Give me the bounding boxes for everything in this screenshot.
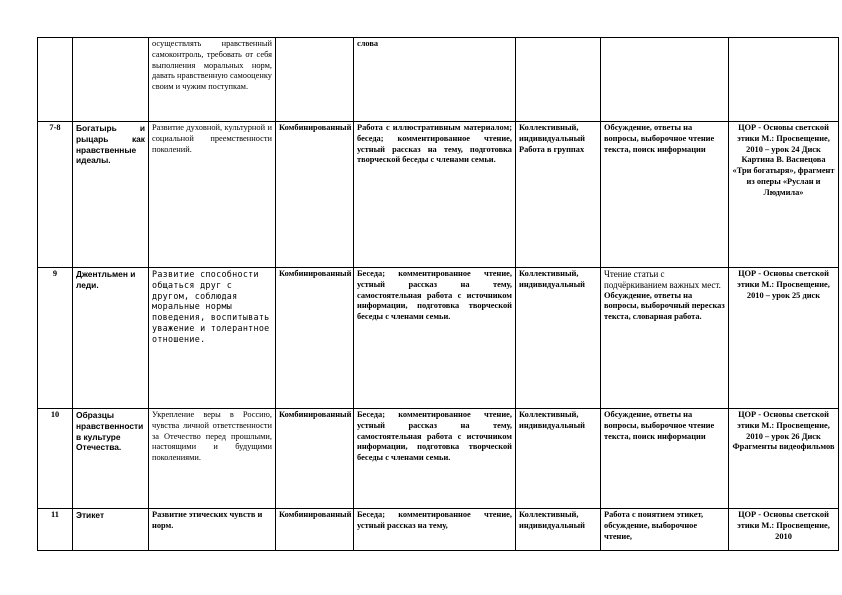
lesson-type: Комбинированный (276, 409, 354, 509)
lesson-forms (516, 38, 601, 122)
table-row (38, 509, 839, 551)
lesson-control-cell (601, 268, 729, 409)
lesson-number: 11 (38, 509, 73, 551)
control-main-text: Чтение статьи с подчёркиванием важных мест. (604, 269, 721, 290)
lesson-resources (729, 38, 839, 122)
lesson-control: Обсуждение, ответы на вопросы, выборочное чтение текста, поиск информации (601, 409, 729, 509)
lesson-number: 9 (38, 268, 73, 409)
lesson-control: Обсуждение, ответы на вопросы, выборочное чтение текста, поиск информации (601, 122, 729, 268)
lesson-activities: Беседа; комментированное чтение, устный рассказ на тему, самостоятельная работа с источником информации, подготовка творческой беседы с членами семьи. (354, 268, 516, 409)
table-row (38, 268, 839, 409)
lesson-activities: Работа с иллюстративным материалом; беседа; комментированное чтение, устный рассказ на тему, подготовка творческой беседы с членами семьи. (354, 122, 516, 268)
lesson-goals: Развитие способности общаться друг с другом, соблюдая моральные нормы поведения, воспитывать уважение и толерантное отношение. (149, 268, 276, 409)
lesson-theme: Джентльмен и леди. (73, 268, 149, 409)
lesson-resources: ЦОР - Основы светской этики М.: Просвещение, 2010 – урок 26 Диск Фрагменты видеофильмов (729, 409, 839, 509)
lesson-control (601, 38, 729, 122)
lesson-control: Обсуждение, ответы на вопросы, выборочный пересказ текста, словарная работа. (604, 290, 725, 322)
lesson-resources: ЦОР - Основы светской этики М.: Просвещение, 2010 – урок 25 диск (729, 268, 839, 409)
lesson-theme (73, 38, 149, 122)
lesson-activities: Беседа; комментированное чтение, устный рассказ на тему, самостоятельная работа с источником информации, подготовка творческой беседы с членами семьи. (354, 409, 516, 509)
lesson-goals: Укрепление веры в Россию, чувства личной ответственности за Отечество перед прошлыми, настоящими и будущими поколениями. (149, 409, 276, 509)
lesson-number (38, 38, 73, 122)
lesson-activities: Беседа; комментированное чтение, устный рассказ на тему, (354, 509, 516, 551)
lesson-type: Комбинированный (276, 268, 354, 409)
table-row (38, 409, 839, 509)
lesson-theme: Этикет (73, 509, 149, 551)
table-row (38, 122, 839, 268)
lesson-resources: ЦОР - Основы светской этики М.: Просвещение, 2010 (729, 509, 839, 551)
lesson-number: 10 (38, 409, 73, 509)
lesson-theme: Богатырь и рыцарь как нравственные идеалы. (73, 122, 149, 268)
lesson-number: 7-8 (38, 122, 73, 268)
lesson-goals: Развитие духовной, культурной и социальной преемственности поколений. (149, 122, 276, 268)
lesson-control: Работа с понятием этикет, обсуждение, выборочное чтение, (601, 509, 729, 551)
lesson-activities: слова (354, 38, 516, 122)
lesson-goals: осуществлять нравственный самоконтроль, требовать от себя выполнения моральных норм, давать нравственную самооценку своим и чужим поступкам. (149, 38, 276, 122)
lesson-type: Комбинированный (276, 509, 354, 551)
lesson-resources: ЦОР - Основы светской этики М.: Просвещение, 2010 – урок 24 Диск Картина В. Васнецова «Три богатыря», фрагмент из оперы «Руслан и Людмила» (729, 122, 839, 268)
lesson-type: Комбинированный (276, 122, 354, 268)
lesson-forms: Коллективный, индивидуальный (516, 409, 601, 509)
lesson-goals: Развитие этических чувств и норм. (149, 509, 276, 551)
lesson-type (276, 38, 354, 122)
lesson-theme: Образцы нравственности в культуре Отечества. (73, 409, 149, 509)
lesson-forms: Коллективный, индивидуальный Работа в группах (516, 122, 601, 268)
table-row (38, 38, 839, 122)
lesson-forms: Коллективный, индивидуальный (516, 268, 601, 409)
lesson-plan-table (37, 37, 839, 551)
lesson-forms: Коллективный, индивидуальный (516, 509, 601, 551)
